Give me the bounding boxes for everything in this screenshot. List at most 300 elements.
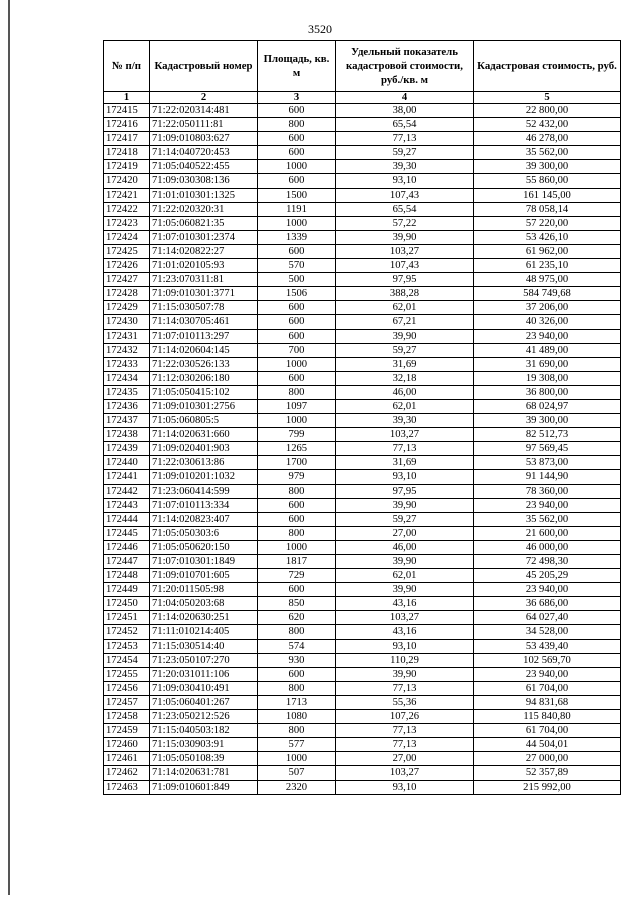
row-number-cell: 172454 — [104, 653, 150, 667]
cadastral-value-cell: 23 940,00 — [474, 498, 621, 512]
unit-value-cell: 388,28 — [336, 287, 474, 301]
table-row — [104, 526, 621, 540]
table-row — [104, 738, 621, 752]
unit-value-cell: 67,21 — [336, 315, 474, 329]
unit-value-cell: 103,27 — [336, 428, 474, 442]
cadastral-value-cell: 23 940,00 — [474, 329, 621, 343]
cadastral-number-cell: 71:15:030514:40 — [150, 639, 258, 653]
unit-value-cell: 32,18 — [336, 371, 474, 385]
area-cell: 600 — [258, 104, 336, 118]
unit-value-cell: 46,00 — [336, 540, 474, 554]
cadastral-value-cell: 19 308,00 — [474, 371, 621, 385]
cadastral-number-cell: 71:05:050620:150 — [150, 540, 258, 554]
table-row — [104, 230, 621, 244]
cadastral-value-cell: 55 860,00 — [474, 174, 621, 188]
area-cell: 930 — [258, 653, 336, 667]
unit-value-cell: 43,16 — [336, 625, 474, 639]
table-row — [104, 569, 621, 583]
cadastral-value-cell: 52 432,00 — [474, 118, 621, 132]
cadastral-value-cell: 36 686,00 — [474, 597, 621, 611]
cadastral-number-cell: 71:14:020631:781 — [150, 766, 258, 780]
row-number-cell: 172416 — [104, 118, 150, 132]
table-row — [104, 512, 621, 526]
table-row — [104, 118, 621, 132]
unit-value-cell: 46,00 — [336, 385, 474, 399]
area-cell: 600 — [258, 146, 336, 160]
cadastral-value-cell: 27 000,00 — [474, 752, 621, 766]
unit-value-cell: 62,01 — [336, 399, 474, 413]
table-row — [104, 132, 621, 146]
table-row — [104, 399, 621, 413]
area-cell: 800 — [258, 724, 336, 738]
area-cell: 570 — [258, 259, 336, 273]
table-row — [104, 555, 621, 569]
row-number-cell: 172448 — [104, 569, 150, 583]
table-row — [104, 287, 621, 301]
row-number-cell: 172459 — [104, 724, 150, 738]
cadastral-number-cell: 71:05:050108:39 — [150, 752, 258, 766]
cadastral-number-cell: 71:09:030308:136 — [150, 174, 258, 188]
row-number-cell: 172424 — [104, 230, 150, 244]
header-cadastral-value: Кадастровая стоимость, руб. — [474, 41, 621, 92]
table-row — [104, 442, 621, 456]
table-row — [104, 202, 621, 216]
cadastral-value-cell: 31 690,00 — [474, 357, 621, 371]
cadastral-number-cell: 71:22:030526:133 — [150, 357, 258, 371]
column-number: 5 — [474, 92, 621, 104]
table-row — [104, 104, 621, 118]
cadastral-value-cell: 52 357,89 — [474, 766, 621, 780]
row-number-cell: 172457 — [104, 695, 150, 709]
cadastral-number-cell: 71:15:040503:182 — [150, 724, 258, 738]
row-number-cell: 172442 — [104, 484, 150, 498]
row-number-cell: 172415 — [104, 104, 150, 118]
unit-value-cell: 110,29 — [336, 653, 474, 667]
table-row — [104, 710, 621, 724]
cadastral-number-cell: 71:05:060805:5 — [150, 414, 258, 428]
unit-value-cell: 103,27 — [336, 766, 474, 780]
unit-value-cell: 65,54 — [336, 202, 474, 216]
area-cell: 1080 — [258, 710, 336, 724]
table-row — [104, 315, 621, 329]
cadastral-value-cell: 61 704,00 — [474, 681, 621, 695]
row-number-cell: 172447 — [104, 555, 150, 569]
row-number-cell: 172430 — [104, 315, 150, 329]
unit-value-cell: 27,00 — [336, 752, 474, 766]
unit-value-cell: 39,30 — [336, 160, 474, 174]
area-cell: 800 — [258, 385, 336, 399]
table-row — [104, 752, 621, 766]
area-cell: 600 — [258, 498, 336, 512]
area-cell: 1500 — [258, 188, 336, 202]
row-number-cell: 172432 — [104, 343, 150, 357]
table-body — [104, 104, 621, 795]
table-row — [104, 695, 621, 709]
cadastral-value-cell: 102 569,70 — [474, 653, 621, 667]
table-row — [104, 160, 621, 174]
table-row — [104, 625, 621, 639]
area-cell: 600 — [258, 315, 336, 329]
area-cell: 800 — [258, 118, 336, 132]
table-row — [104, 583, 621, 597]
table-row — [104, 484, 621, 498]
area-cell: 850 — [258, 597, 336, 611]
area-cell: 1000 — [258, 357, 336, 371]
area-cell: 1191 — [258, 202, 336, 216]
table-row — [104, 174, 621, 188]
area-cell: 800 — [258, 681, 336, 695]
area-cell: 1097 — [258, 399, 336, 413]
header-unit-value: Удельный показатель кадастровой стоимости, руб./кв. м — [336, 41, 474, 92]
cadastral-value-cell: 21 600,00 — [474, 526, 621, 540]
area-cell: 1713 — [258, 695, 336, 709]
cadastral-value-cell: 45 205,29 — [474, 569, 621, 583]
area-cell: 1265 — [258, 442, 336, 456]
unit-value-cell: 55,36 — [336, 695, 474, 709]
area-cell: 1000 — [258, 160, 336, 174]
cadastral-number-cell: 71:07:010301:2374 — [150, 230, 258, 244]
row-number-cell: 172453 — [104, 639, 150, 653]
cadastral-number-cell: 71:20:011505:98 — [150, 583, 258, 597]
cadastral-value-cell: 53 426,10 — [474, 230, 621, 244]
table-row — [104, 216, 621, 230]
cadastral-value-cell: 64 027,40 — [474, 611, 621, 625]
header-cadastral-number: Кадастровый номер — [150, 41, 258, 92]
row-number-cell: 172458 — [104, 710, 150, 724]
cadastral-value-cell: 40 326,00 — [474, 315, 621, 329]
row-number-cell: 172429 — [104, 301, 150, 315]
cadastral-number-cell: 71:09:020401:903 — [150, 442, 258, 456]
cadastral-number-cell: 71:12:030206:180 — [150, 371, 258, 385]
table-row — [104, 766, 621, 780]
row-number-cell: 172461 — [104, 752, 150, 766]
cadastral-value-table — [103, 40, 621, 795]
row-number-cell: 172456 — [104, 681, 150, 695]
row-number-cell: 172463 — [104, 780, 150, 794]
area-cell: 1339 — [258, 230, 336, 244]
area-cell: 600 — [258, 244, 336, 258]
row-number-cell: 172428 — [104, 287, 150, 301]
unit-value-cell: 38,00 — [336, 104, 474, 118]
cadastral-value-cell: 61 704,00 — [474, 724, 621, 738]
unit-value-cell: 65,54 — [336, 118, 474, 132]
cadastral-value-cell: 34 528,00 — [474, 625, 621, 639]
area-cell: 1817 — [258, 555, 336, 569]
table-row — [104, 681, 621, 695]
cadastral-number-cell: 71:14:020822:27 — [150, 244, 258, 258]
cadastral-value-cell: 46 000,00 — [474, 540, 621, 554]
cadastral-value-cell: 82 512,73 — [474, 428, 621, 442]
row-number-cell: 172452 — [104, 625, 150, 639]
cadastral-value-cell: 35 562,00 — [474, 146, 621, 160]
cadastral-number-cell: 71:07:010301:1849 — [150, 555, 258, 569]
cadastral-value-cell: 53 873,00 — [474, 456, 621, 470]
unit-value-cell: 59,27 — [336, 146, 474, 160]
row-number-cell: 172438 — [104, 428, 150, 442]
area-cell: 1000 — [258, 752, 336, 766]
area-cell: 700 — [258, 343, 336, 357]
page-number: 3520 — [308, 22, 332, 36]
unit-value-cell: 43,16 — [336, 597, 474, 611]
table-row — [104, 456, 621, 470]
table-row — [104, 470, 621, 484]
unit-value-cell: 39,90 — [336, 329, 474, 343]
cadastral-number-cell: 71:01:020105:93 — [150, 259, 258, 273]
row-number-cell: 172450 — [104, 597, 150, 611]
table-row — [104, 414, 621, 428]
cadastral-number-cell: 71:14:030705:461 — [150, 315, 258, 329]
column-number: 2 — [150, 92, 258, 104]
column-number: 4 — [336, 92, 474, 104]
table-row — [104, 146, 621, 160]
area-cell: 600 — [258, 583, 336, 597]
row-number-cell: 172446 — [104, 540, 150, 554]
row-number-cell: 172439 — [104, 442, 150, 456]
unit-value-cell: 39,90 — [336, 230, 474, 244]
row-number-cell: 172425 — [104, 244, 150, 258]
table-row — [104, 667, 621, 681]
unit-value-cell: 39,90 — [336, 583, 474, 597]
cadastral-number-cell: 71:22:020314:481 — [150, 104, 258, 118]
cadastral-number-cell: 71:09:010803:627 — [150, 132, 258, 146]
cadastral-value-cell: 78 360,00 — [474, 484, 621, 498]
row-number-cell: 172421 — [104, 188, 150, 202]
table-row — [104, 371, 621, 385]
cadastral-value-cell: 57 220,00 — [474, 216, 621, 230]
cadastral-value-cell: 35 562,00 — [474, 512, 621, 526]
area-cell: 500 — [258, 273, 336, 287]
table-row — [104, 428, 621, 442]
cadastral-number-cell: 71:14:020604:145 — [150, 343, 258, 357]
unit-value-cell: 39,90 — [336, 667, 474, 681]
table-header-row — [104, 41, 621, 92]
unit-value-cell: 93,10 — [336, 174, 474, 188]
area-cell: 1700 — [258, 456, 336, 470]
cadastral-number-cell: 71:04:050203:68 — [150, 597, 258, 611]
cadastral-value-cell: 39 300,00 — [474, 414, 621, 428]
area-cell: 1506 — [258, 287, 336, 301]
cadastral-value-cell: 161 145,00 — [474, 188, 621, 202]
area-cell: 979 — [258, 470, 336, 484]
unit-value-cell: 77,13 — [336, 738, 474, 752]
row-number-cell: 172423 — [104, 216, 150, 230]
cadastral-value-cell: 41 489,00 — [474, 343, 621, 357]
row-number-cell: 172417 — [104, 132, 150, 146]
row-number-cell: 172436 — [104, 399, 150, 413]
column-number: 3 — [258, 92, 336, 104]
unit-value-cell: 57,22 — [336, 216, 474, 230]
cadastral-number-cell: 71:07:010113:297 — [150, 329, 258, 343]
table-row — [104, 259, 621, 273]
row-number-cell: 172422 — [104, 202, 150, 216]
cadastral-number-cell: 71:20:031011:106 — [150, 667, 258, 681]
table-row — [104, 540, 621, 554]
cadastral-number-cell: 71:23:050212:526 — [150, 710, 258, 724]
unit-value-cell: 77,13 — [336, 442, 474, 456]
area-cell: 800 — [258, 625, 336, 639]
cadastral-value-cell: 53 439,40 — [474, 639, 621, 653]
row-number-cell: 172441 — [104, 470, 150, 484]
area-cell: 600 — [258, 174, 336, 188]
header-area: Площадь, кв. м — [258, 41, 336, 92]
unit-value-cell: 62,01 — [336, 569, 474, 583]
area-cell: 574 — [258, 639, 336, 653]
cadastral-value-cell: 94 831,68 — [474, 695, 621, 709]
area-cell: 620 — [258, 611, 336, 625]
table-row — [104, 329, 621, 343]
column-number: 1 — [104, 92, 150, 104]
unit-value-cell: 107,26 — [336, 710, 474, 724]
cadastral-number-cell: 71:09:010301:2756 — [150, 399, 258, 413]
area-cell: 600 — [258, 132, 336, 146]
cadastral-value-cell: 22 800,00 — [474, 104, 621, 118]
cadastral-number-cell: 71:09:010601:849 — [150, 780, 258, 794]
row-number-cell: 172449 — [104, 583, 150, 597]
header-row-number: № п/п — [104, 41, 150, 92]
unit-value-cell: 39,30 — [336, 414, 474, 428]
column-number-row — [104, 92, 621, 104]
area-cell: 1000 — [258, 540, 336, 554]
cadastral-number-cell: 71:22:050111:81 — [150, 118, 258, 132]
row-number-cell: 172420 — [104, 174, 150, 188]
cadastral-number-cell: 71:14:020823:407 — [150, 512, 258, 526]
cadastral-number-cell: 71:22:020320:31 — [150, 202, 258, 216]
cadastral-value-cell: 36 800,00 — [474, 385, 621, 399]
unit-value-cell: 59,27 — [336, 343, 474, 357]
cadastral-value-cell: 61 962,00 — [474, 244, 621, 258]
cadastral-number-cell: 71:15:030507:78 — [150, 301, 258, 315]
unit-value-cell: 27,00 — [336, 526, 474, 540]
unit-value-cell: 93,10 — [336, 470, 474, 484]
area-cell: 507 — [258, 766, 336, 780]
area-cell: 800 — [258, 484, 336, 498]
unit-value-cell: 93,10 — [336, 780, 474, 794]
table-row — [104, 357, 621, 371]
cadastral-value-cell: 72 498,30 — [474, 555, 621, 569]
area-cell: 800 — [258, 526, 336, 540]
unit-value-cell: 39,90 — [336, 555, 474, 569]
cadastral-value-cell: 44 504,01 — [474, 738, 621, 752]
unit-value-cell: 97,95 — [336, 273, 474, 287]
area-cell: 799 — [258, 428, 336, 442]
area-cell: 600 — [258, 371, 336, 385]
area-cell: 600 — [258, 667, 336, 681]
cadastral-value-cell: 39 300,00 — [474, 160, 621, 174]
table-row — [104, 301, 621, 315]
cadastral-number-cell: 71:14:020631:660 — [150, 428, 258, 442]
table-row — [104, 244, 621, 258]
table-row — [104, 724, 621, 738]
row-number-cell: 172435 — [104, 385, 150, 399]
table-row — [104, 188, 621, 202]
cadastral-number-cell: 71:07:010113:334 — [150, 498, 258, 512]
area-cell: 1000 — [258, 414, 336, 428]
cadastral-value-cell: 584 749,68 — [474, 287, 621, 301]
table-row — [104, 498, 621, 512]
row-number-cell: 172440 — [104, 456, 150, 470]
table-row — [104, 273, 621, 287]
row-number-cell: 172462 — [104, 766, 150, 780]
cadastral-value-cell: 97 569,45 — [474, 442, 621, 456]
table-row — [104, 639, 621, 653]
table-row — [104, 653, 621, 667]
scan-margin-line — [8, 0, 10, 895]
cadastral-value-cell: 48 975,00 — [474, 273, 621, 287]
cadastral-number-cell: 71:09:010701:605 — [150, 569, 258, 583]
table-row — [104, 780, 621, 794]
cadastral-number-cell: 71:05:050303:6 — [150, 526, 258, 540]
cadastral-value-cell: 46 278,00 — [474, 132, 621, 146]
cadastral-number-cell: 71:09:030410:491 — [150, 681, 258, 695]
row-number-cell: 172427 — [104, 273, 150, 287]
row-number-cell: 172443 — [104, 498, 150, 512]
unit-value-cell: 77,13 — [336, 724, 474, 738]
table-row — [104, 385, 621, 399]
unit-value-cell: 77,13 — [336, 681, 474, 695]
area-cell: 577 — [258, 738, 336, 752]
area-cell: 600 — [258, 329, 336, 343]
unit-value-cell: 107,43 — [336, 188, 474, 202]
row-number-cell: 172445 — [104, 526, 150, 540]
cadastral-number-cell: 71:23:060414:599 — [150, 484, 258, 498]
cadastral-number-cell: 71:11:010214:405 — [150, 625, 258, 639]
cadastral-value-cell: 23 940,00 — [474, 667, 621, 681]
unit-value-cell: 62,01 — [336, 301, 474, 315]
unit-value-cell: 103,27 — [336, 611, 474, 625]
row-number-cell: 172434 — [104, 371, 150, 385]
row-number-cell: 172426 — [104, 259, 150, 273]
cadastral-value-cell: 37 206,00 — [474, 301, 621, 315]
area-cell: 600 — [258, 301, 336, 315]
cadastral-number-cell: 71:22:030613:86 — [150, 456, 258, 470]
area-cell: 600 — [258, 512, 336, 526]
table-row — [104, 343, 621, 357]
row-number-cell: 172431 — [104, 329, 150, 343]
cadastral-value-cell: 61 235,10 — [474, 259, 621, 273]
row-number-cell: 172418 — [104, 146, 150, 160]
cadastral-value-cell: 115 840,80 — [474, 710, 621, 724]
row-number-cell: 172451 — [104, 611, 150, 625]
cadastral-number-cell: 71:05:060401:267 — [150, 695, 258, 709]
cadastral-number-cell: 71:23:050107:270 — [150, 653, 258, 667]
unit-value-cell: 59,27 — [336, 512, 474, 526]
unit-value-cell: 31,69 — [336, 357, 474, 371]
table-row — [104, 611, 621, 625]
cadastral-number-cell: 71:05:050415:102 — [150, 385, 258, 399]
table-row — [104, 597, 621, 611]
row-number-cell: 172419 — [104, 160, 150, 174]
cadastral-number-cell: 71:01:010301:1325 — [150, 188, 258, 202]
unit-value-cell: 93,10 — [336, 639, 474, 653]
row-number-cell: 172437 — [104, 414, 150, 428]
unit-value-cell: 107,43 — [336, 259, 474, 273]
cadastral-value-cell: 68 024,97 — [474, 399, 621, 413]
cadastral-number-cell: 71:23:070311:81 — [150, 273, 258, 287]
row-number-cell: 172433 — [104, 357, 150, 371]
area-cell: 1000 — [258, 216, 336, 230]
cadastral-number-cell: 71:14:020630:251 — [150, 611, 258, 625]
unit-value-cell: 39,90 — [336, 498, 474, 512]
row-number-cell: 172444 — [104, 512, 150, 526]
unit-value-cell: 31,69 — [336, 456, 474, 470]
row-number-cell: 172455 — [104, 667, 150, 681]
cadastral-number-cell: 71:15:030903:91 — [150, 738, 258, 752]
area-cell: 2320 — [258, 780, 336, 794]
unit-value-cell: 97,95 — [336, 484, 474, 498]
cadastral-value-cell: 23 940,00 — [474, 583, 621, 597]
cadastral-number-cell: 71:05:040522:455 — [150, 160, 258, 174]
cadastral-value-cell: 78 058,14 — [474, 202, 621, 216]
